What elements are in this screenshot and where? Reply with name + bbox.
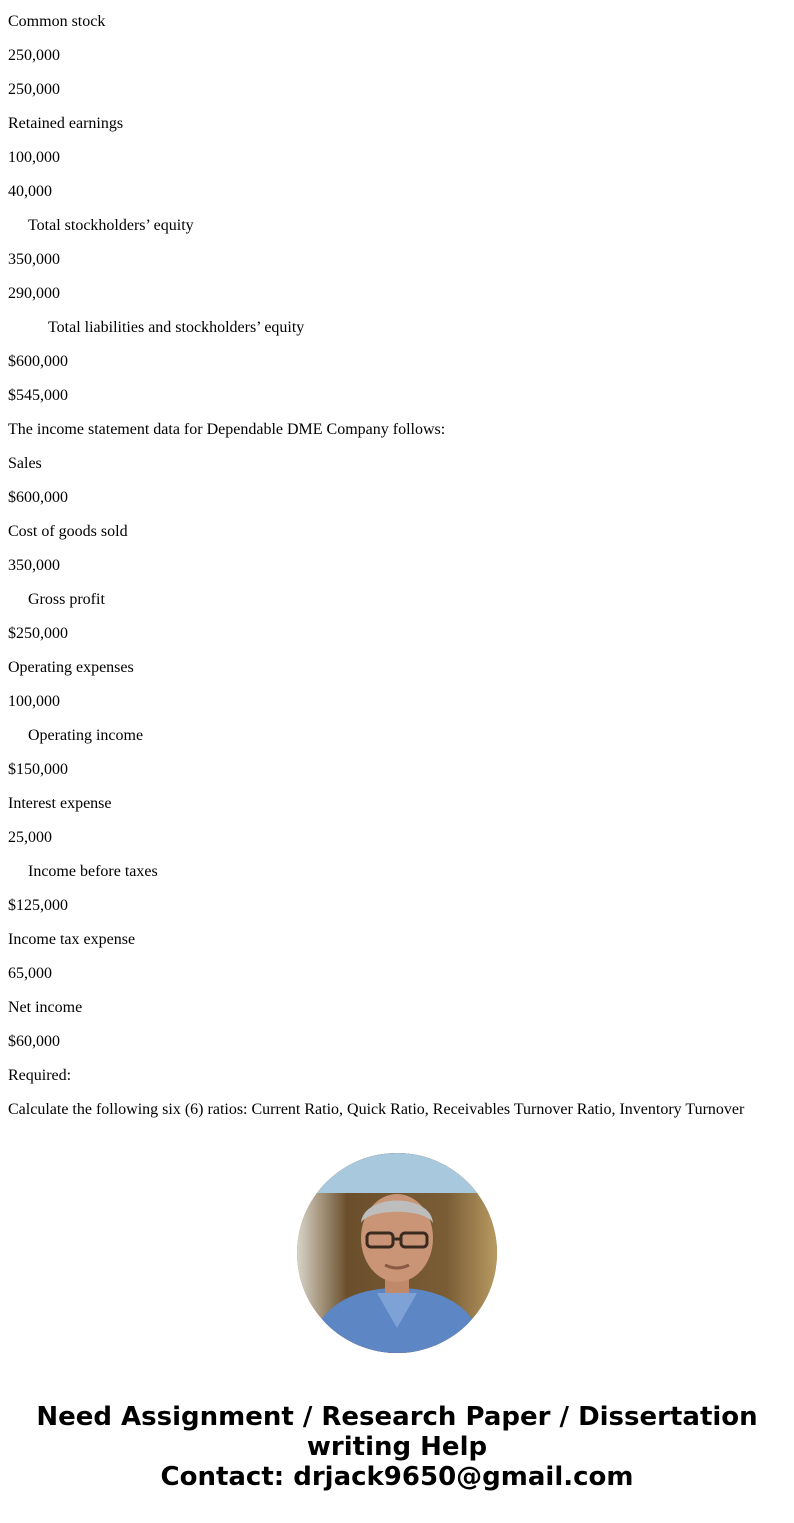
balance-sheet-line: 250,000 [8,81,60,98]
balance-sheet-line: Total liabilities and stockholders’ equity [48,319,305,336]
balance-sheet-line: Retained earnings [8,115,124,132]
promo-banner [0,1402,794,1492]
promo-line-2: writing Help [306,1432,488,1462]
document-content [8,0,786,1122]
income-statement-line: 350,000 [8,557,60,574]
balance-sheet-line: 40,000 [8,183,52,200]
income-statement-line: Operating income [28,727,144,744]
required-instructions: Calculate the following six (6) ratios: Current Ratio, Quick Ratio, Receivables Turnover Ratio, Inventory Turnover [8,1101,745,1118]
income-statement-line: Income before taxes [28,863,158,880]
income-statement-line: $150,000 [8,761,68,778]
income-statement-line: Sales [8,455,42,472]
income-statement-line: $125,000 [8,897,68,914]
balance-sheet-line: $600,000 [8,353,68,370]
balance-sheet-line: 290,000 [8,285,60,302]
person-photo-icon [297,1153,497,1353]
balance-sheet-line: 350,000 [8,251,60,268]
balance-sheet-line: 250,000 [8,47,60,64]
balance-sheet-line: Total stockholders’ equity [28,217,194,234]
income-statement-intro: The income statement data for Dependable DME Company follows: [8,421,446,438]
balance-sheet-line: 100,000 [8,149,60,166]
author-avatar [297,1153,497,1353]
income-statement-line: $600,000 [8,489,68,506]
balance-sheet-line: $545,000 [8,387,68,404]
income-statement-line: Operating expenses [8,659,134,676]
income-statement-line: 25,000 [8,829,52,846]
income-statement-line: Gross profit [28,591,105,608]
required-label: Required: [8,1067,72,1084]
income-statement-line: 100,000 [8,693,60,710]
balance-sheet-line: Common stock [8,13,106,30]
income-statement-line: $60,000 [8,1033,60,1050]
income-statement-line: Cost of goods sold [8,523,128,540]
promo-line-1: Need Assignment / Research Paper / Dissertation [36,1402,758,1432]
income-statement-line: Income tax expense [8,931,136,948]
income-statement-line: Net income [8,999,83,1016]
income-statement-line: Interest expense [8,795,112,812]
income-statement-line: $250,000 [8,625,68,642]
promo-contact: Contact: drjack9650@gmail.com [160,1462,634,1492]
income-statement-line: 65,000 [8,965,52,982]
